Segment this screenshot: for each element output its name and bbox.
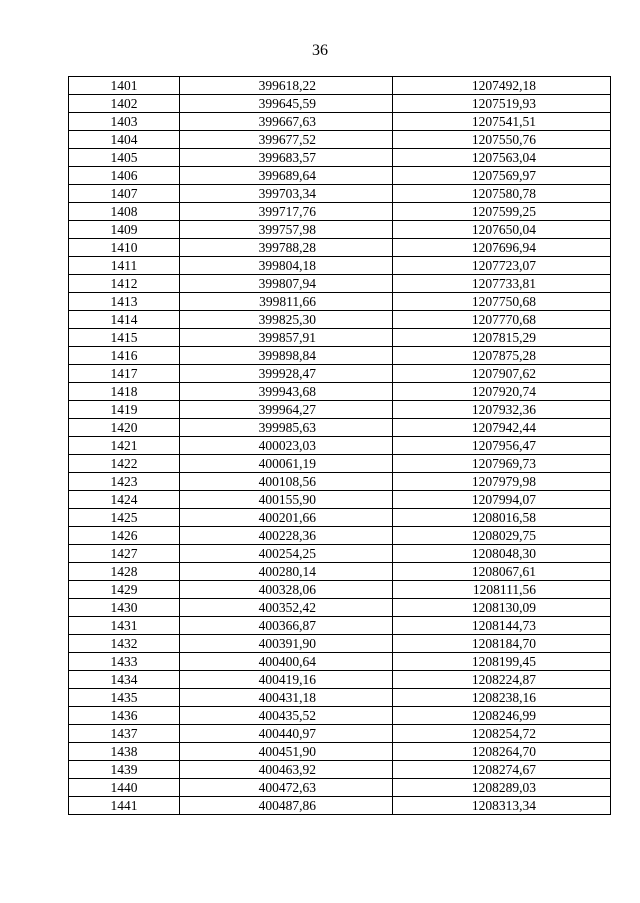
y-coordinate-cell: 1208016,58 bbox=[393, 509, 611, 527]
y-coordinate-cell: 1207969,73 bbox=[393, 455, 611, 473]
table-row bbox=[69, 527, 611, 545]
table-row bbox=[69, 437, 611, 455]
point-number-cell: 1406 bbox=[69, 167, 180, 185]
x-coordinate-cell: 399898,84 bbox=[180, 347, 393, 365]
y-coordinate-cell: 1207650,04 bbox=[393, 221, 611, 239]
y-coordinate-cell: 1207599,25 bbox=[393, 203, 611, 221]
y-coordinate-cell: 1207875,28 bbox=[393, 347, 611, 365]
point-number-cell: 1415 bbox=[69, 329, 180, 347]
y-coordinate-cell: 1208313,34 bbox=[393, 797, 611, 815]
table-row bbox=[69, 257, 611, 275]
y-coordinate-cell: 1208224,87 bbox=[393, 671, 611, 689]
table-row bbox=[69, 365, 611, 383]
x-coordinate-cell: 400440,97 bbox=[180, 725, 393, 743]
x-coordinate-cell: 400352,42 bbox=[180, 599, 393, 617]
point-number-cell: 1405 bbox=[69, 149, 180, 167]
y-coordinate-cell: 1207815,29 bbox=[393, 329, 611, 347]
point-number-cell: 1427 bbox=[69, 545, 180, 563]
y-coordinate-cell: 1208289,03 bbox=[393, 779, 611, 797]
x-coordinate-cell: 399943,68 bbox=[180, 383, 393, 401]
x-coordinate-cell: 399757,98 bbox=[180, 221, 393, 239]
table-row bbox=[69, 275, 611, 293]
y-coordinate-cell: 1208048,30 bbox=[393, 545, 611, 563]
x-coordinate-cell: 400431,18 bbox=[180, 689, 393, 707]
table-row bbox=[69, 77, 611, 95]
x-coordinate-cell: 400487,86 bbox=[180, 797, 393, 815]
table-row bbox=[69, 203, 611, 221]
y-coordinate-cell: 1208238,16 bbox=[393, 689, 611, 707]
point-number-cell: 1403 bbox=[69, 113, 180, 131]
table-row bbox=[69, 473, 611, 491]
table-body bbox=[69, 77, 611, 815]
point-number-cell: 1402 bbox=[69, 95, 180, 113]
point-number-cell: 1422 bbox=[69, 455, 180, 473]
y-coordinate-cell: 1207932,36 bbox=[393, 401, 611, 419]
page-number: 36 bbox=[312, 42, 328, 59]
point-number-cell: 1432 bbox=[69, 635, 180, 653]
table-row bbox=[69, 671, 611, 689]
point-number-cell: 1414 bbox=[69, 311, 180, 329]
y-coordinate-cell: 1207723,07 bbox=[393, 257, 611, 275]
table-row bbox=[69, 581, 611, 599]
point-number-cell: 1439 bbox=[69, 761, 180, 779]
table-row bbox=[69, 725, 611, 743]
coordinates-table bbox=[68, 76, 611, 815]
table-row bbox=[69, 653, 611, 671]
point-number-cell: 1428 bbox=[69, 563, 180, 581]
point-number-cell: 1409 bbox=[69, 221, 180, 239]
y-coordinate-cell: 1207994,07 bbox=[393, 491, 611, 509]
x-coordinate-cell: 400400,64 bbox=[180, 653, 393, 671]
x-coordinate-cell: 399683,57 bbox=[180, 149, 393, 167]
point-number-cell: 1412 bbox=[69, 275, 180, 293]
table-row bbox=[69, 455, 611, 473]
x-coordinate-cell: 399807,94 bbox=[180, 275, 393, 293]
point-number-cell: 1435 bbox=[69, 689, 180, 707]
y-coordinate-cell: 1207942,44 bbox=[393, 419, 611, 437]
y-coordinate-cell: 1207563,04 bbox=[393, 149, 611, 167]
point-number-cell: 1420 bbox=[69, 419, 180, 437]
table-row bbox=[69, 617, 611, 635]
table-row bbox=[69, 797, 611, 815]
y-coordinate-cell: 1207696,94 bbox=[393, 239, 611, 257]
table-row bbox=[69, 419, 611, 437]
x-coordinate-cell: 400391,90 bbox=[180, 635, 393, 653]
x-coordinate-cell: 399811,66 bbox=[180, 293, 393, 311]
x-coordinate-cell: 400228,36 bbox=[180, 527, 393, 545]
y-coordinate-cell: 1207956,47 bbox=[393, 437, 611, 455]
x-coordinate-cell: 400463,92 bbox=[180, 761, 393, 779]
x-coordinate-cell: 400366,87 bbox=[180, 617, 393, 635]
point-number-cell: 1434 bbox=[69, 671, 180, 689]
table-row bbox=[69, 491, 611, 509]
y-coordinate-cell: 1208111,56 bbox=[393, 581, 611, 599]
point-number-cell: 1423 bbox=[69, 473, 180, 491]
y-coordinate-cell: 1208184,70 bbox=[393, 635, 611, 653]
y-coordinate-cell: 1208199,45 bbox=[393, 653, 611, 671]
table-row bbox=[69, 311, 611, 329]
y-coordinate-cell: 1208264,70 bbox=[393, 743, 611, 761]
table-row bbox=[69, 401, 611, 419]
point-number-cell: 1417 bbox=[69, 365, 180, 383]
point-number-cell: 1436 bbox=[69, 707, 180, 725]
x-coordinate-cell: 400061,19 bbox=[180, 455, 393, 473]
point-number-cell: 1433 bbox=[69, 653, 180, 671]
table-row bbox=[69, 167, 611, 185]
y-coordinate-cell: 1207750,68 bbox=[393, 293, 611, 311]
x-coordinate-cell: 400280,14 bbox=[180, 563, 393, 581]
x-coordinate-cell: 399964,27 bbox=[180, 401, 393, 419]
y-coordinate-cell: 1207550,76 bbox=[393, 131, 611, 149]
table-row bbox=[69, 95, 611, 113]
table-row bbox=[69, 131, 611, 149]
x-coordinate-cell: 399788,28 bbox=[180, 239, 393, 257]
x-coordinate-cell: 399825,30 bbox=[180, 311, 393, 329]
point-number-cell: 1431 bbox=[69, 617, 180, 635]
table-row bbox=[69, 149, 611, 167]
table-row bbox=[69, 239, 611, 257]
x-coordinate-cell: 400472,63 bbox=[180, 779, 393, 797]
x-coordinate-cell: 399667,63 bbox=[180, 113, 393, 131]
y-coordinate-cell: 1207979,98 bbox=[393, 473, 611, 491]
table-row bbox=[69, 779, 611, 797]
x-coordinate-cell: 400201,66 bbox=[180, 509, 393, 527]
x-coordinate-cell: 400023,03 bbox=[180, 437, 393, 455]
x-coordinate-cell: 399618,22 bbox=[180, 77, 393, 95]
y-coordinate-cell: 1208130,09 bbox=[393, 599, 611, 617]
table-row bbox=[69, 599, 611, 617]
table-row bbox=[69, 293, 611, 311]
table-row bbox=[69, 689, 611, 707]
table-row bbox=[69, 707, 611, 725]
point-number-cell: 1404 bbox=[69, 131, 180, 149]
x-coordinate-cell: 399985,63 bbox=[180, 419, 393, 437]
point-number-cell: 1441 bbox=[69, 797, 180, 815]
point-number-cell: 1424 bbox=[69, 491, 180, 509]
point-number-cell: 1437 bbox=[69, 725, 180, 743]
x-coordinate-cell: 399928,47 bbox=[180, 365, 393, 383]
point-number-cell: 1429 bbox=[69, 581, 180, 599]
y-coordinate-cell: 1207580,78 bbox=[393, 185, 611, 203]
x-coordinate-cell: 400451,90 bbox=[180, 743, 393, 761]
point-number-cell: 1413 bbox=[69, 293, 180, 311]
y-coordinate-cell: 1207770,68 bbox=[393, 311, 611, 329]
point-number-cell: 1408 bbox=[69, 203, 180, 221]
x-coordinate-cell: 399677,52 bbox=[180, 131, 393, 149]
x-coordinate-cell: 399703,34 bbox=[180, 185, 393, 203]
y-coordinate-cell: 1208254,72 bbox=[393, 725, 611, 743]
y-coordinate-cell: 1208067,61 bbox=[393, 563, 611, 581]
point-number-cell: 1421 bbox=[69, 437, 180, 455]
point-number-cell: 1411 bbox=[69, 257, 180, 275]
x-coordinate-cell: 399717,76 bbox=[180, 203, 393, 221]
y-coordinate-cell: 1207907,62 bbox=[393, 365, 611, 383]
y-coordinate-cell: 1207492,18 bbox=[393, 77, 611, 95]
point-number-cell: 1430 bbox=[69, 599, 180, 617]
table-row bbox=[69, 545, 611, 563]
point-number-cell: 1407 bbox=[69, 185, 180, 203]
point-number-cell: 1419 bbox=[69, 401, 180, 419]
table-row bbox=[69, 113, 611, 131]
x-coordinate-cell: 400108,56 bbox=[180, 473, 393, 491]
y-coordinate-cell: 1208029,75 bbox=[393, 527, 611, 545]
x-coordinate-cell: 400328,06 bbox=[180, 581, 393, 599]
x-coordinate-cell: 399645,59 bbox=[180, 95, 393, 113]
x-coordinate-cell: 399689,64 bbox=[180, 167, 393, 185]
table-row bbox=[69, 635, 611, 653]
x-coordinate-cell: 399857,91 bbox=[180, 329, 393, 347]
y-coordinate-cell: 1207541,51 bbox=[393, 113, 611, 131]
point-number-cell: 1425 bbox=[69, 509, 180, 527]
x-coordinate-cell: 400419,16 bbox=[180, 671, 393, 689]
point-number-cell: 1410 bbox=[69, 239, 180, 257]
table-row bbox=[69, 383, 611, 401]
table-row bbox=[69, 563, 611, 581]
x-coordinate-cell: 400155,90 bbox=[180, 491, 393, 509]
point-number-cell: 1438 bbox=[69, 743, 180, 761]
y-coordinate-cell: 1207920,74 bbox=[393, 383, 611, 401]
table-row bbox=[69, 347, 611, 365]
y-coordinate-cell: 1207569,97 bbox=[393, 167, 611, 185]
x-coordinate-cell: 399804,18 bbox=[180, 257, 393, 275]
x-coordinate-cell: 400254,25 bbox=[180, 545, 393, 563]
table-row bbox=[69, 221, 611, 239]
table-row bbox=[69, 509, 611, 527]
y-coordinate-cell: 1208274,67 bbox=[393, 761, 611, 779]
point-number-cell: 1426 bbox=[69, 527, 180, 545]
table-row bbox=[69, 329, 611, 347]
table-row bbox=[69, 761, 611, 779]
table-row bbox=[69, 743, 611, 761]
y-coordinate-cell: 1207733,81 bbox=[393, 275, 611, 293]
x-coordinate-cell: 400435,52 bbox=[180, 707, 393, 725]
point-number-cell: 1416 bbox=[69, 347, 180, 365]
point-number-cell: 1401 bbox=[69, 77, 180, 95]
table-row bbox=[69, 185, 611, 203]
point-number-cell: 1418 bbox=[69, 383, 180, 401]
y-coordinate-cell: 1208246,99 bbox=[393, 707, 611, 725]
point-number-cell: 1440 bbox=[69, 779, 180, 797]
y-coordinate-cell: 1208144,73 bbox=[393, 617, 611, 635]
y-coordinate-cell: 1207519,93 bbox=[393, 95, 611, 113]
